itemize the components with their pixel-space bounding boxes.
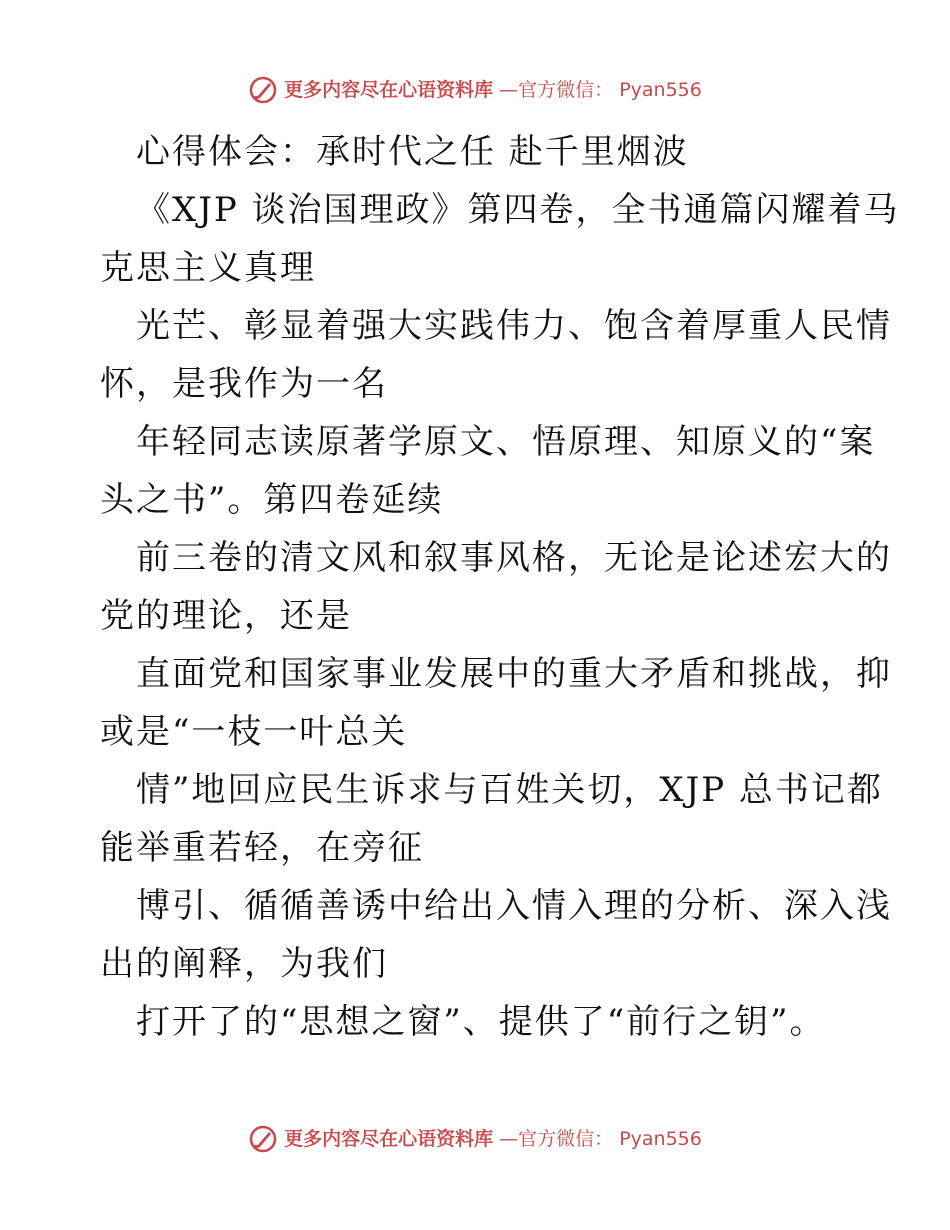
text-line: 年轻同志读原著学原文、悟原理、知原义的“案: [136, 422, 876, 462]
text-line: 《XJP 谈治国理政》第四卷，全书通篇闪耀着马: [136, 190, 900, 230]
watermark-account-text: Pyan556: [619, 79, 702, 101]
quill-logo-icon: [248, 1124, 278, 1154]
text-line: 出的阐释，为我们: [100, 944, 388, 984]
text-line: 怀，是我作为一名: [100, 364, 388, 404]
text-line: 能举重若轻，在旁征: [100, 828, 424, 868]
text-line: 博引、循循善诱中给出入情入理的分析、深入浅: [136, 886, 892, 926]
text-line: 光芒、彰显着强大实践伟力、饱含着厚重人民情: [136, 306, 892, 346]
watermark-separator-text: —官方微信：: [499, 79, 614, 101]
header-watermark: [0, 75, 950, 105]
footer-watermark: [0, 1124, 950, 1154]
watermark-separator-text: —官方微信：: [499, 1128, 614, 1150]
text-line: 党的理论，还是: [100, 596, 352, 636]
text-line: 头之书”。第四卷延续: [100, 480, 444, 520]
text-line: 克思主义真理: [100, 248, 316, 288]
text-line: 直面党和国家事业发展中的重大矛盾和挑战，抑: [136, 654, 892, 694]
text-line-title: 心得体会：承时代之任 赴千里烟波: [136, 132, 689, 172]
text-line: 打开了的“思想之窗”、提供了“前行之钥”。: [136, 1002, 826, 1042]
watermark-account-text: Pyan556: [619, 1128, 702, 1150]
text-line: 或是“一枝一叶总关: [100, 712, 408, 752]
body-text: [100, 123, 900, 1051]
watermark-main-text: 更多内容尽在心语资料库: [284, 1128, 494, 1150]
text-line: 情”地回应民生诉求与百姓关切，XJP 总书记都: [136, 770, 883, 810]
text-line: 前三卷的清文风和叙事风格，无论是论述宏大的: [136, 538, 892, 578]
watermark-main-text: 更多内容尽在心语资料库: [284, 79, 494, 101]
quill-logo-icon: [248, 75, 278, 105]
